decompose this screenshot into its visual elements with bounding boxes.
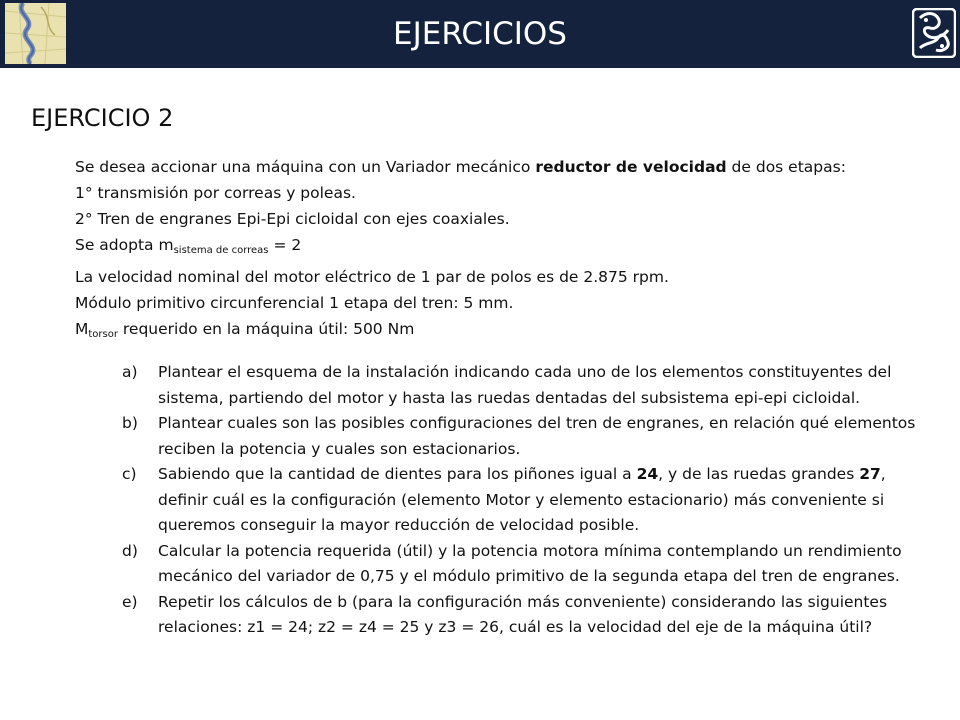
page-title: EJERCICIOS <box>393 16 567 52</box>
item-letter: a) <box>122 363 138 381</box>
item-text: Plantear cuales son las posibles configuraciones del tren de engranes, en relación qué elementos reciben la potencia y cuales son estacionarios. <box>158 414 916 458</box>
item-letter: e) <box>122 592 138 611</box>
list-item <box>122 360 922 411</box>
statement-line: Se desea accionar una máquina con un Variador mecánico reductor de velocidad de dos etapas: <box>75 158 846 176</box>
item-letter: b) <box>122 414 138 432</box>
emphasis-text: reductor de velocidad <box>535 158 727 176</box>
item-letter: c) <box>122 465 137 483</box>
list-item <box>122 411 922 462</box>
exercise-statement <box>75 154 935 348</box>
item-text: Plantear el esquema de la instalación indicando cada uno de los elementos constituyentes del sistema, partiendo del motor y hasta las ruedas dentadas del subsistema epi-epi cicloidal. <box>158 363 892 407</box>
header-bar <box>0 0 960 68</box>
list-item <box>122 590 922 641</box>
statement-line: 1° transmisión por correas y poleas. <box>75 184 356 202</box>
item-text: Calcular la potencia requerida (útil) y la potencia motora mínima contemplando un rendimiento mecánico del variador de 0,75 y el módulo primitivo de la segunda etapa del tren de engranes. <box>158 541 902 585</box>
statement-line: La velocidad nominal del motor eléctrico de 1 par de polos es de 2.875 rpm. <box>75 268 669 286</box>
question-list <box>122 360 922 641</box>
statement-line: 2° Tren de engranes Epi-Epi cicloidal con ejes coaxiales. <box>75 210 510 228</box>
university-seal-icon <box>912 8 956 58</box>
list-item <box>122 462 922 539</box>
list-item <box>122 539 922 590</box>
statement-line: Módulo primitivo circunferencial 1 etapa del tren: 5 mm. <box>75 294 514 312</box>
item-text: Sabiendo que la cantidad de dientes para los piñones igual a 24, y de las ruedas grandes 27, definir cuál es la configuración (elemento Motor y elemento estacionario) más conveniente si queremos conseguir la mayor reducción de velocidad posible. <box>158 465 886 534</box>
exercise-title: EJERCICIO 2 <box>31 104 174 132</box>
item-letter: d) <box>122 541 138 560</box>
statement-line: $M_{torsor}$ requerido en la máquina útil: 500 Nm <box>75 320 415 340</box>
statement-line: Se adopta $m_{sistema de correas} = 2$ <box>75 236 302 256</box>
item-text: Repetir los cálculos de b (para la configuración más conveniente) considerando las siguientes relaciones: z1 = 24; z2 = z4 = 25 y z3 = 26, cuál es la velocidad del eje de la máquina útil? <box>158 592 888 636</box>
